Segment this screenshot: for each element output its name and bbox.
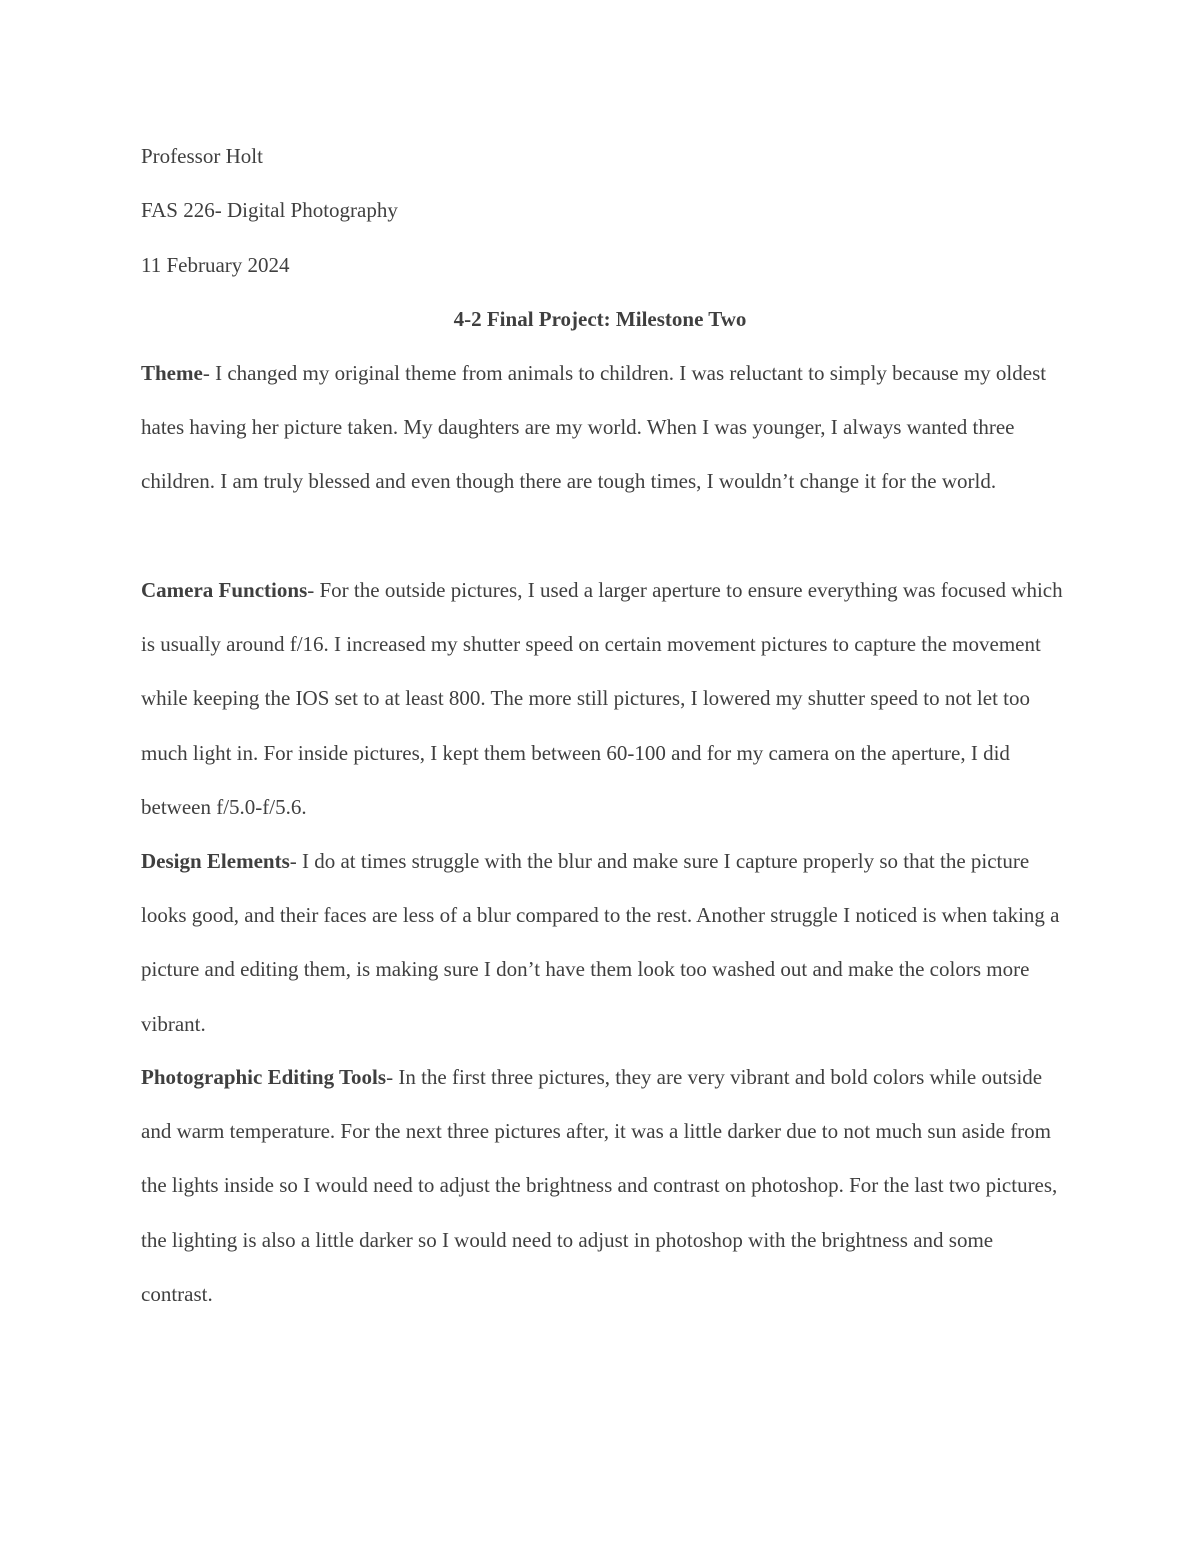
section-heading: Camera Functions	[141, 578, 308, 602]
section-design-elements	[141, 834, 1066, 1051]
section-body: - I do at times struggle with the blur and make sure I capture properly so that the picture looks good, and their faces are less of a blur compared to the rest. Another struggle I noticed is when taking a picture and editing them, is making sure I don’t have them look too washed out and make the colors more vibrant.	[141, 849, 1060, 1036]
section-photographic-editing-tools	[141, 1050, 1066, 1321]
section-heading: Photographic Editing Tools	[141, 1065, 387, 1089]
section-camera-functions	[141, 563, 1066, 834]
professor-name: Professor Holt	[141, 144, 263, 168]
course-name: FAS 226- Digital Photography	[141, 198, 398, 222]
document-title: 4-2 Final Project: Milestone Two	[453, 307, 747, 331]
section-heading: Theme	[141, 361, 203, 385]
section-theme	[141, 346, 1066, 509]
document-date: 11 February 2024	[141, 253, 290, 277]
section-body: - I changed my original theme from animals to children. I was reluctant to simply because my oldest hates having her picture taken. My daughters are my world. When I was younger, I always wanted three children. I am truly blessed and even though there are tough times, I wouldn’t change it for the world.	[141, 361, 1047, 494]
section-heading: Design Elements	[141, 849, 290, 873]
section-body: - In the first three pictures, they are very vibrant and bold colors while outside and warm temperature. For the next three pictures after, it was a little darker due to not much sun aside from the lights inside so I would need to adjust the brightness and contrast on photoshop. For the last two pictures, the lighting is also a little darker so I would need to adjust in photoshop with the brightness and some contrast.	[141, 1065, 1058, 1306]
section-body: - For the outside pictures, I used a larger aperture to ensure everything was focused which is usually around f/16. I increased my shutter speed on certain movement pictures to capture the movement while keeping the IOS set to at least 800. The more still pictures, I lowered my shutter speed to not let too much light in. For inside pictures, I kept them between 60-100 and for my camera on the aperture, I did between f/5.0-f/5.6.	[141, 578, 1063, 819]
